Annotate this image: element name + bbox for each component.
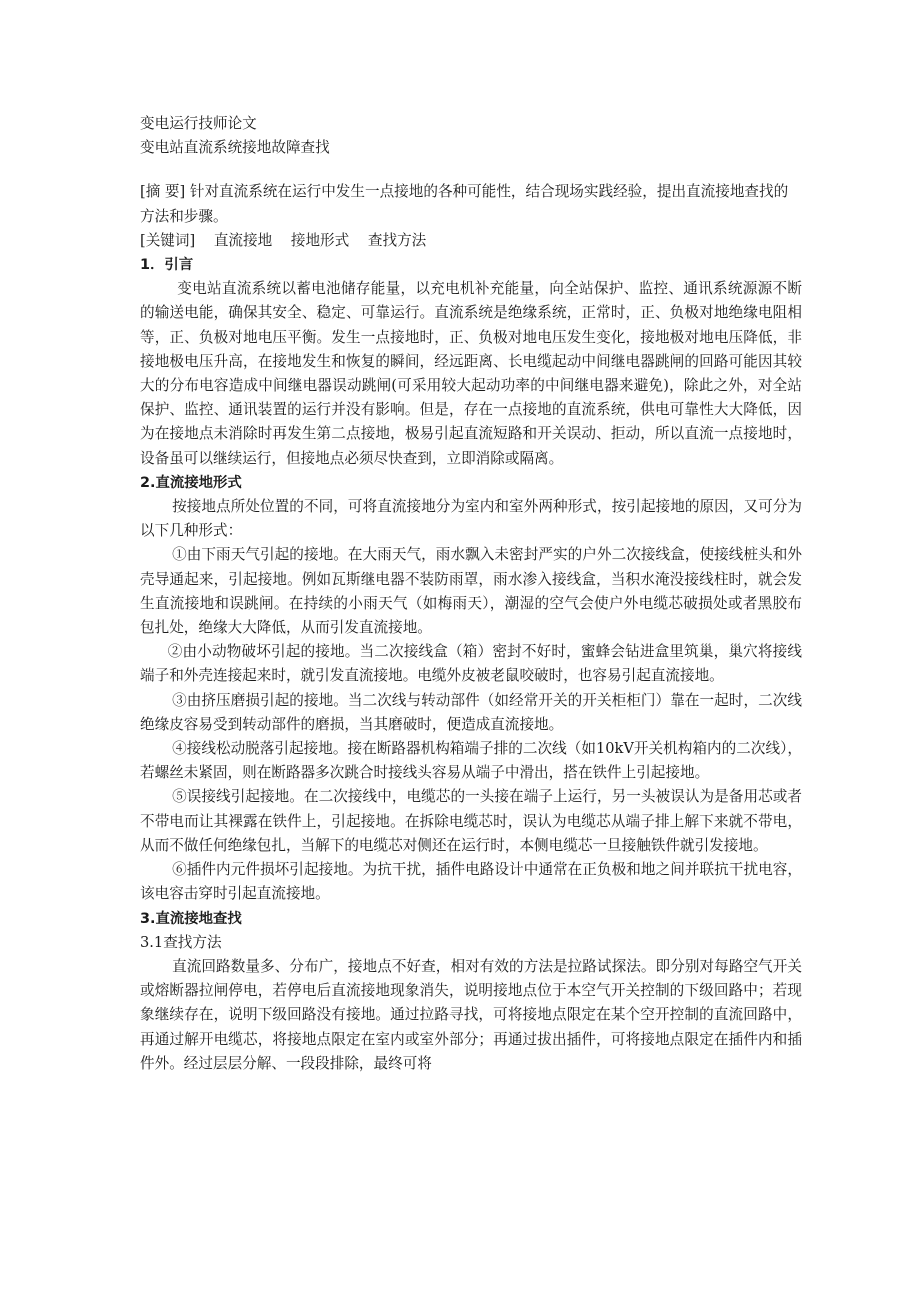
section-2-intro: 按接地点所处位置的不同，可将直流接地分为室内和室外两种形式，按引起接地的原因，又可分为以下几种形式： [140, 498, 802, 540]
abstract-text: 针对直流系统在运行中发生一点接地的各种可能性，结合现场实践经验，提出直流接地查找的方法和步骤。 [140, 183, 789, 225]
list-item: ②由小动物破坏引起的接地。当二次接线盒（箱）密封不好时，蜜蜂会钻进盒里筑巢，巢穴将接线端子和外壳连接起来时，就引发直流接地。电缆外皮被老鼠咬破时，也容易引起直流接地。 [140, 643, 802, 685]
list-item: ⑥插件内元件损坏引起接地。为抗干扰，插件电路设计中通常在正负极和地之间并联抗干扰电容，该电容击穿时引起直流接地。 [140, 861, 802, 903]
keyword: 直流接地 [213, 231, 273, 249]
keyword: 接地形式 [290, 231, 350, 249]
document-title-2: 变电站直流系统接地故障查找 [140, 139, 330, 157]
list-item: ③由挤压磨损引起的接地。当二次线与转动部件（如经常开关的开关柜柜门）靠在一起时，二次线绝缘皮容易受到转动部件的磨损，当其磨破时，便造成直流接地。 [140, 691, 802, 733]
section-1-paragraph: 变电站直流系统以蓄电池储存能量，以充电机补充能量，向全站保护、监控、通讯系统源源不断的输送电能，确保其安全、稳定、可靠运行。直流系统是绝缘系统，正常时，正、负极对地绝缘电阻相等，正、负极对地电压平衡。发生一点接地时，正、负极对地电压发生变化，接地极对地电压降低，非接地极电压升高，在接地发生和恢复的瞬间，经远距离、长电缆起动中间继电器跳闸的回路可能因其较大的分布电容造成中间继电器误动跳闸(可采用较大起动功率的中间继电器来避免)，除此之外，对全站保护、监控、通讯装置的运行并没有影响。但是，存在一点接地的直流系统，供电可靠性大大降低，因为在接地点未消除时再发生第二点接地，极易引起直流短路和开关误动、拒动，所以直流一点接地时，设备虽可以继续运行，但接地点必须尽快查到，立即消除或隔离。 [140, 280, 802, 467]
list-item: ⑤误接线引起接地。在二次接线中，电缆芯的一头接在端子上运行，另一头被误认为是备用芯或者不带电而让其裸露在铁件上，引起接地。在拆除电缆芯时，误认为电缆芯从端子排上解下来就不带电，从而不做任何绝缘包扎，当解下的电缆芯对侧还在运行时，本侧电缆芯一旦接触铁件就引发接地。 [140, 788, 802, 854]
list-item: ①由下雨天气引起的接地。在大雨天气，雨水飘入未密封严实的户外二次接线盒，使接线桩头和外壳导通起来，引起接地。例如瓦斯继电器不装防雨罩，雨水渗入接线盒，当积水淹没接线柱时，就会发生直流接地和误跳闸。在持续的小雨天气（如梅雨天），潮湿的空气会使户外电缆芯破损处或者黑胶布包扎处，绝缘大大降低，从而引发直流接地。 [140, 546, 802, 637]
keyword: 查找方法 [367, 231, 427, 249]
section-heading-2: 2.直流接地形式 [140, 474, 242, 491]
keywords [140, 229, 802, 253]
section-3-paragraph: 直流回路数量多、分布广，接地点不好查，相对有效的方法是拉路试探法。即分别对每路空气开关或熔断器拉闸停电，若停电后直流接地现象消失，说明接地点位于本空气开关控制的下级回路中；若现象继续存在，说明下级回路没有接地。通过拉路寻找，可将接地点限定在某个空开控制的直流回路中，再通过解开电缆芯，将接地点限定在室内或室外部分；再通过拔出插件，可将接地点限定在插件内和插件外。经过层层分解、一段段排除，最终可将 [140, 957, 802, 1072]
section-heading-1: 1．引言 [140, 257, 194, 274]
abstract-label: [摘 要] [140, 183, 186, 201]
spacer [140, 160, 802, 180]
section-heading-3: 3.直流接地查找 [140, 910, 242, 927]
abstract [140, 180, 802, 228]
document-title-1: 变电运行技师论文 [140, 115, 257, 132]
keywords-label: [关键词] [140, 231, 196, 249]
list-item: ④接线松动脱落引起接地。接在断路器机构箱端子排的二次线（如10kV开关机构箱内的二次线），若螺丝未紧固，则在断路器多次跳合时接线头容易从端子中滑出，搭在铁件上引起接地。 [140, 740, 802, 782]
subsection-heading-3-1: 3.1查找方法 [140, 933, 222, 951]
document-page [140, 112, 802, 1076]
